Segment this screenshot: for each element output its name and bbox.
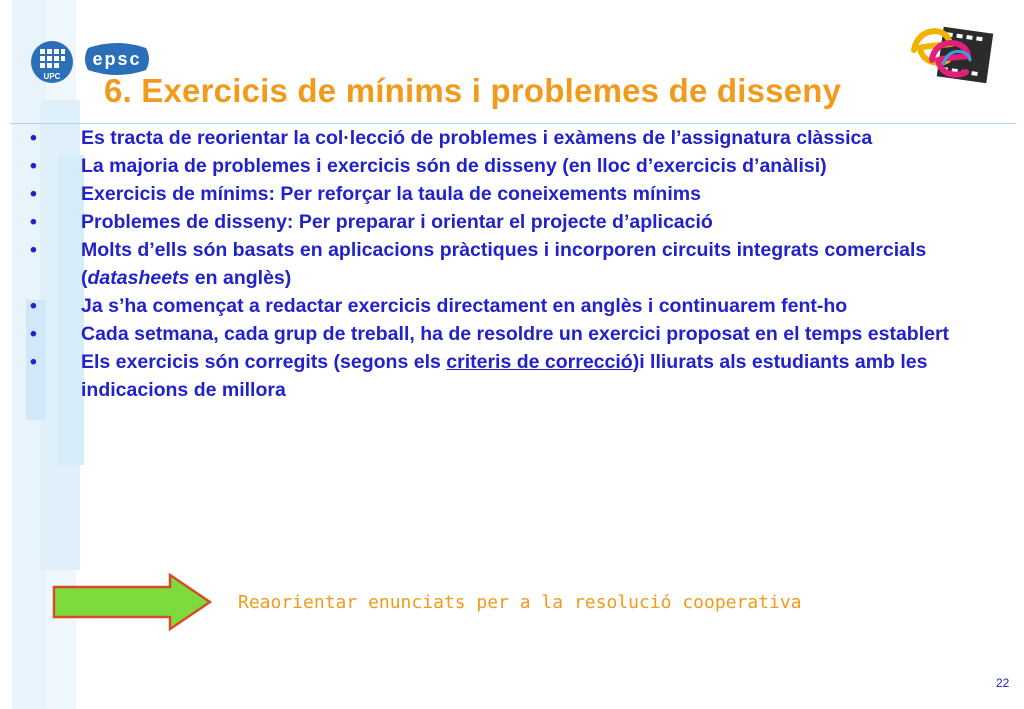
bullet-text: Problemes de disseny: Per preparar i orientar el projecte d’aplicació [81,211,713,233]
bullet-text: Cada setmana, cada grup de treball, ha de resoldre un exercici proposat en el temps establert [81,323,950,345]
bullet-icon: • [30,295,37,317]
bullet-icon: • [30,239,37,261]
bullet-icon: • [30,155,37,177]
bullet-text: Exercicis de mínims: Per reforçar la taula de coneixements mínims [81,183,701,205]
slide-title: 6. Exercicis de mínims i problemes de disseny [104,72,842,109]
bullet-text-start: Molts d’ells són basats en aplicacions pràctiques i incorporen circuits integrats comercials ( [81,239,927,289]
bullet-icon: • [30,351,37,373]
list-item [30,124,990,152]
epsc-logo-text: epsc [92,49,142,69]
bullet-text: La majoria de problemes i exercicis són de disseny (en lloc d’exercicis d’anàlisi) [81,155,827,177]
list-item [30,180,990,208]
datasheets-emphasis: datasheets [87,267,190,289]
bullet-icon: • [30,323,37,345]
bullet-icon: • [30,211,37,233]
epsc-logo [82,42,152,76]
bullet-text: Es tracta de reorientar la col·lecció de problemes i exàmens de l’assignatura clàssica [81,127,873,149]
bullet-icon: • [30,127,37,149]
callout-text: Reaorientar enunciats per a la resolució cooperativa [238,592,802,613]
right-arrow-icon [52,573,212,631]
upc-logo-text: UPC [43,72,61,81]
list-item [30,320,990,348]
list-item [30,208,990,236]
bullet-icon: • [30,183,37,205]
list-item [30,292,990,320]
bullet-text-start: Els exercicis són corregits (segons els [81,351,447,373]
upc-logo [30,40,74,84]
list-item [30,236,990,292]
page-number: 22 [996,676,1010,690]
ee-logo [904,20,996,92]
bullet-text: Ja s’ha començat a redactar exercicis directament en anglès i continuarem fent-ho [81,295,848,317]
criteria-link[interactable]: criteris de correcció [446,351,633,373]
list-item [30,348,990,404]
bullet-text-end: en anglès) [189,267,292,289]
list-item [30,152,990,180]
bullet-list [30,124,990,404]
bullet-text-end: )i lliurats als estudiants amb les indicacions de millora [81,351,928,401]
